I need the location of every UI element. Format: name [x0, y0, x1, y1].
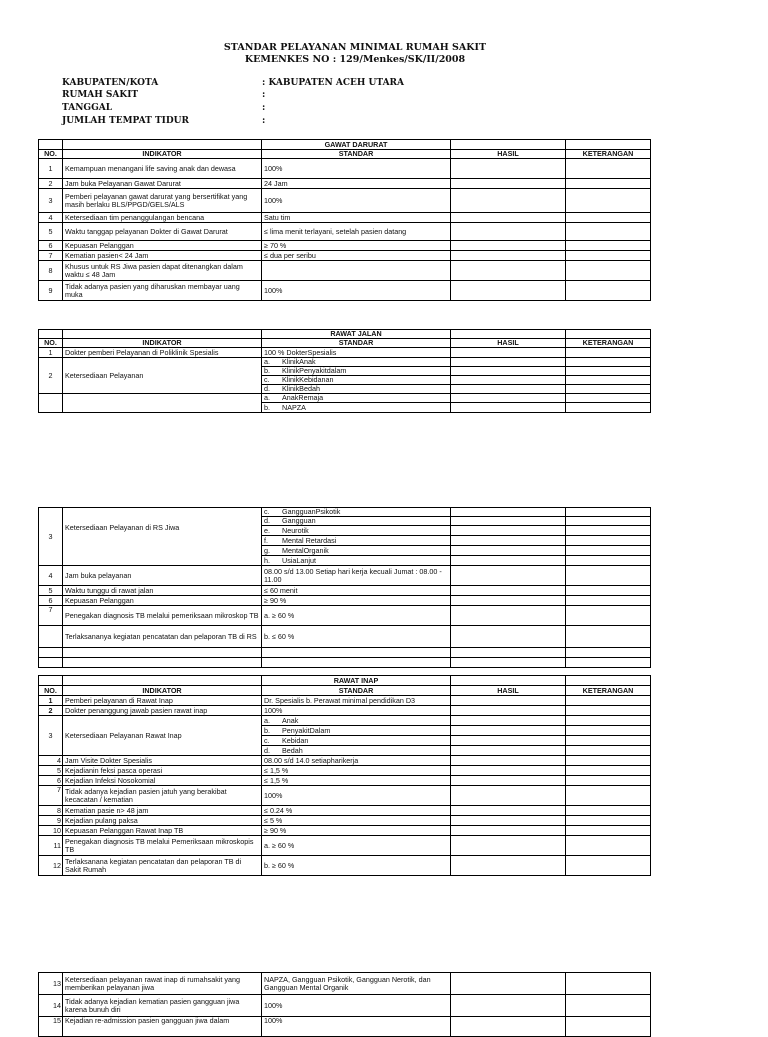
- keterangan-cell[interactable]: [566, 786, 651, 806]
- hasil-cell[interactable]: [451, 836, 566, 856]
- table-row: Terlaksananya kegiatan pencatatan dan pelaporan TB di RS b. ≤ 60 %: [39, 626, 651, 648]
- col-hasil: HASIL: [451, 339, 566, 348]
- list-item: b. KlinikPenyakitdalam: [262, 367, 451, 376]
- keterangan-cell[interactable]: [566, 241, 651, 251]
- rawat-jalan-table: [38, 329, 651, 413]
- table-row: 5 Waktu tunggu di rawat jalan ≤ 60 menit: [39, 586, 651, 596]
- table-row: 4 Jam Visite Dokter Spesialis 08.00 s/d 14.0 setiapharikerja: [39, 756, 651, 766]
- hasil-cell[interactable]: [451, 696, 566, 706]
- table-row: 10 Kepuasan Pelanggan Rawat Inap TB ≥ 90 %: [39, 826, 651, 836]
- keterangan-cell[interactable]: [566, 856, 651, 876]
- table-row: 2 Dokter penanggung jawab pasien rawat inap 100%: [39, 706, 651, 716]
- keterangan-cell[interactable]: [566, 358, 651, 367]
- keterangan-cell[interactable]: [566, 348, 651, 358]
- hasil-cell[interactable]: [451, 385, 566, 394]
- keterangan-cell[interactable]: [566, 806, 651, 816]
- hasil-cell[interactable]: [451, 179, 566, 189]
- hasil-cell[interactable]: [451, 358, 566, 367]
- keterangan-cell[interactable]: [566, 261, 651, 281]
- hasil-cell[interactable]: [451, 546, 566, 556]
- section-title: GAWAT DARURAT: [262, 140, 451, 150]
- hasil-cell[interactable]: [451, 776, 566, 786]
- col-indikator: INDIKATOR: [63, 150, 262, 159]
- keterangan-cell[interactable]: [566, 223, 651, 241]
- list-item: c. GangguanPsikotik: [262, 508, 451, 517]
- keterangan-cell[interactable]: [566, 376, 651, 385]
- hasil-cell[interactable]: [451, 596, 566, 606]
- table-row: 7 Tidak adanya kejadian pasien jatuh yang berakibat kecacatan / kematian 100%: [39, 786, 651, 806]
- keterangan-cell[interactable]: [566, 736, 651, 746]
- col-keterangan: KETERANGAN: [566, 150, 651, 159]
- hasil-cell[interactable]: [451, 973, 566, 995]
- table-row: 9 Kejadian pulang paksa ≤ 5 %: [39, 816, 651, 826]
- hasil-cell[interactable]: [451, 786, 566, 806]
- hasil-cell[interactable]: [451, 281, 566, 301]
- hasil-cell[interactable]: [451, 526, 566, 536]
- keterangan-cell[interactable]: [566, 556, 651, 566]
- hasil-cell[interactable]: [451, 856, 566, 876]
- keterangan-cell[interactable]: [566, 606, 651, 626]
- table-row: 8 Kematian pasie n> 48 jam ≤ 0.24 %: [39, 806, 651, 816]
- table-row: 2 Jam buka Pelayanan Gawat Darurat 24 Jam: [39, 179, 651, 189]
- table-row: 2 Ketersediaan Pelayanan a. KlinikAnak: [39, 358, 651, 367]
- hasil-cell[interactable]: [451, 806, 566, 816]
- hasil-cell[interactable]: [451, 626, 566, 648]
- keterangan-cell[interactable]: [566, 586, 651, 596]
- hasil-cell[interactable]: [451, 706, 566, 716]
- list-item: d. KlinikBedah: [262, 385, 451, 394]
- col-hasil: HASIL: [451, 150, 566, 159]
- col-keterangan: KETERANGAN: [566, 339, 651, 348]
- col-indikator: INDIKATOR: [63, 339, 262, 348]
- list-item: g. MentalOrganik: [262, 546, 451, 556]
- keterangan-cell[interactable]: [566, 756, 651, 766]
- table-row: 4 Ketersediaan tim penanggulangan bencana Satu tim: [39, 213, 651, 223]
- doc-title-2: KEMENKES NO : 129/Menkes/SK/II/2008: [244, 54, 466, 65]
- hasil-cell[interactable]: [451, 189, 566, 213]
- keterangan-cell[interactable]: [566, 536, 651, 546]
- keterangan-cell[interactable]: [566, 394, 651, 403]
- doc-title-1: STANDAR PELAYANAN MINIMAL RUMAH SAKIT: [223, 42, 487, 53]
- meta-value: :: [262, 90, 266, 100]
- keterangan-cell[interactable]: [566, 826, 651, 836]
- table-row: [39, 648, 651, 658]
- keterangan-cell[interactable]: [566, 546, 651, 556]
- table-row: [39, 394, 651, 403]
- keterangan-cell[interactable]: [566, 159, 651, 179]
- hasil-cell[interactable]: [451, 816, 566, 826]
- list-item: a. Anak: [262, 716, 451, 726]
- table-row: 7 Kematian pasien< 24 Jam ≤ dua per seribu: [39, 251, 651, 261]
- table-row: 5 Waktu tanggap pelayanan Dokter di Gawat Darurat ≤ lima menit terlayani, setelah pasien datang: [39, 223, 651, 241]
- keterangan-cell[interactable]: [566, 746, 651, 756]
- keterangan-cell[interactable]: [566, 403, 651, 413]
- meta-key: TANGGAL: [62, 103, 113, 113]
- col-no: NO.: [39, 686, 63, 696]
- table-row: 4 Jam buka pelayanan 08.00 s/d 13.00 Setiap hari kerja kecuali Jumat : 08.00 - 11.00: [39, 566, 651, 586]
- hasil-cell[interactable]: [451, 566, 566, 586]
- keterangan-cell[interactable]: [566, 508, 651, 517]
- hasil-cell[interactable]: [451, 995, 566, 1017]
- list-item: b. PenyakitDalam: [262, 726, 451, 736]
- hasil-cell[interactable]: [451, 736, 566, 746]
- list-item: c. KlinikKebidanan: [262, 376, 451, 385]
- hasil-cell[interactable]: [451, 251, 566, 261]
- table-row: 12 Terlaksanana kegiatan pencatatan dan pelaporan TB di Sakit Rumah b. ≥ 60 %: [39, 856, 651, 876]
- hasil-cell[interactable]: [451, 241, 566, 251]
- hasil-cell[interactable]: [451, 746, 566, 756]
- keterangan-cell[interactable]: [566, 766, 651, 776]
- table-row: 7 Penegakan diagnosis TB melalui pemeriksaan mikroskop TB a. ≥ 60 %: [39, 606, 651, 626]
- table-row: 3 Ketersediaan Pelayanan di RS Jiwa c. GangguanPsikotik: [39, 508, 651, 517]
- keterangan-cell[interactable]: [566, 726, 651, 736]
- hasil-cell[interactable]: [451, 556, 566, 566]
- list-item: f. Mental Retardasi: [262, 536, 451, 546]
- keterangan-cell[interactable]: [566, 251, 651, 261]
- keterangan-cell[interactable]: [566, 716, 651, 726]
- col-standar: STANDAR: [262, 686, 451, 696]
- meta-value: : KABUPATEN ACEH UTARA: [262, 78, 405, 88]
- keterangan-cell[interactable]: [566, 385, 651, 394]
- hasil-cell[interactable]: [451, 403, 566, 413]
- hasil-cell[interactable]: [451, 367, 566, 376]
- rawat-jalan-continued-table: [38, 507, 651, 668]
- table-row: 9 Tidak adanya pasien yang diharuskan membayar uang muka 100%: [39, 281, 651, 301]
- hasil-cell[interactable]: [451, 826, 566, 836]
- table-row: 6 Kejadian Infeksi Nosokomial ≤ 1,5 %: [39, 776, 651, 786]
- section-title: RAWAT INAP: [262, 676, 451, 686]
- table-row: 13 Ketersediaan pelayanan rawat inap di rumahsakit yang memberikan pelayanan jiwa NAPZA, Gangguan Psikotik, Gangguan Nerotik, dan Gangguan Mental Organik: [39, 973, 651, 995]
- list-item: e. Neurotik: [262, 526, 451, 536]
- table-row: [39, 658, 651, 668]
- hasil-cell[interactable]: [451, 726, 566, 736]
- list-item: b. NAPZA: [262, 403, 451, 413]
- hasil-cell[interactable]: [451, 213, 566, 223]
- meta-value: :: [262, 116, 266, 126]
- hasil-cell[interactable]: [451, 536, 566, 546]
- list-item: d. Bedah: [262, 746, 451, 756]
- keterangan-cell[interactable]: [566, 836, 651, 856]
- keterangan-cell[interactable]: [566, 367, 651, 376]
- list-item: h. UsiaLanjut: [262, 556, 451, 566]
- keterangan-cell[interactable]: [566, 706, 651, 716]
- gawat-darurat-table: [38, 139, 651, 301]
- table-row: 15 Kejadian re-admission pasien gangguan jiwa dalam 100%: [39, 1017, 651, 1037]
- col-hasil: HASIL: [451, 686, 566, 696]
- keterangan-cell[interactable]: [566, 189, 651, 213]
- keterangan-cell[interactable]: [566, 281, 651, 301]
- table-row: 3 Ketersediaan Pelayanan Rawat Inap a. Anak: [39, 716, 651, 726]
- table-row: 1 Pemberi pelayanan di Rawat Inap Dr. Spesialis b. Perawat minimal pendidikan D3: [39, 696, 651, 706]
- hasil-cell[interactable]: [451, 586, 566, 596]
- table-row: 6 Kepuasan Pelanggan ≥ 70 %: [39, 241, 651, 251]
- list-item: a. KlinikAnak: [262, 358, 451, 367]
- meta-key: KABUPATEN/KOTA: [62, 78, 159, 88]
- keterangan-cell[interactable]: [566, 179, 651, 189]
- meta-key: RUMAH SAKIT: [62, 90, 139, 100]
- keterangan-cell[interactable]: [566, 995, 651, 1017]
- col-no: NO.: [39, 339, 63, 348]
- table-row: 8 Khusus untuk RS Jiwa pasien dapat ditenangkan dalam waktu ≤ 48 Jam: [39, 261, 651, 281]
- hasil-cell[interactable]: [451, 394, 566, 403]
- rawat-inap-table: [38, 675, 651, 876]
- hasil-cell[interactable]: [451, 606, 566, 626]
- rawat-inap-continued-table: [38, 972, 651, 1037]
- meta-key: JUMLAH TEMPAT TIDUR: [62, 116, 190, 126]
- keterangan-cell[interactable]: [566, 816, 651, 826]
- hasil-cell[interactable]: [451, 756, 566, 766]
- keterangan-cell[interactable]: [566, 526, 651, 536]
- table-row: 3 Pemberi pelayanan gawat darurat yang bersertifikat yang masih berlaku BLS/PPGD/GELS/ALS 100%: [39, 189, 651, 213]
- hasil-cell[interactable]: [451, 376, 566, 385]
- table-row: 14 Tidak adanya kejadian kematian pasien gangguan jiwa karena bunuh diri 100%: [39, 995, 651, 1017]
- hasil-cell[interactable]: [451, 766, 566, 776]
- keterangan-cell[interactable]: [566, 517, 651, 526]
- list-item: c. Kebidan: [262, 736, 451, 746]
- keterangan-cell[interactable]: [566, 776, 651, 786]
- col-keterangan: KETERANGAN: [566, 686, 651, 696]
- meta-value: :: [262, 103, 266, 113]
- hasil-cell[interactable]: [451, 261, 566, 281]
- keterangan-cell[interactable]: [566, 1017, 651, 1037]
- hasil-cell[interactable]: [451, 159, 566, 179]
- col-indikator: INDIKATOR: [63, 686, 262, 696]
- hasil-cell[interactable]: [451, 508, 566, 517]
- hasil-cell[interactable]: [451, 223, 566, 241]
- col-standar: STANDAR: [262, 339, 451, 348]
- table-row: 5 Kejadianin feksi pasca operasi ≤ 1,5 %: [39, 766, 651, 776]
- table-row: 1 Dokter pemberi Pelayanan di Poliklinik Spesialis 100 % DokterSpesialis: [39, 348, 651, 358]
- table-row: 1 Kemampuan menangani life saving anak dan dewasa 100%: [39, 159, 651, 179]
- section-title: RAWAT JALAN: [262, 330, 451, 339]
- keterangan-cell[interactable]: [566, 213, 651, 223]
- hasil-cell[interactable]: [451, 348, 566, 358]
- keterangan-cell[interactable]: [566, 596, 651, 606]
- list-item: d. Gangguan: [262, 517, 451, 526]
- col-no: NO.: [39, 150, 63, 159]
- hasil-cell[interactable]: [451, 716, 566, 726]
- hasil-cell[interactable]: [451, 517, 566, 526]
- table-row: 11 Penegakan diagnosis TB melalui Pemeriksaan mikroskopis TB a. ≥ 60 %: [39, 836, 651, 856]
- keterangan-cell[interactable]: [566, 973, 651, 995]
- keterangan-cell[interactable]: [566, 696, 651, 706]
- hasil-cell[interactable]: [451, 1017, 566, 1037]
- keterangan-cell[interactable]: [566, 626, 651, 648]
- table-row: 6 Kepuasan Pelanggan ≥ 90 %: [39, 596, 651, 606]
- list-item: a. AnakRemaja: [262, 394, 451, 403]
- col-standar: STANDAR: [262, 150, 451, 159]
- keterangan-cell[interactable]: [566, 566, 651, 586]
